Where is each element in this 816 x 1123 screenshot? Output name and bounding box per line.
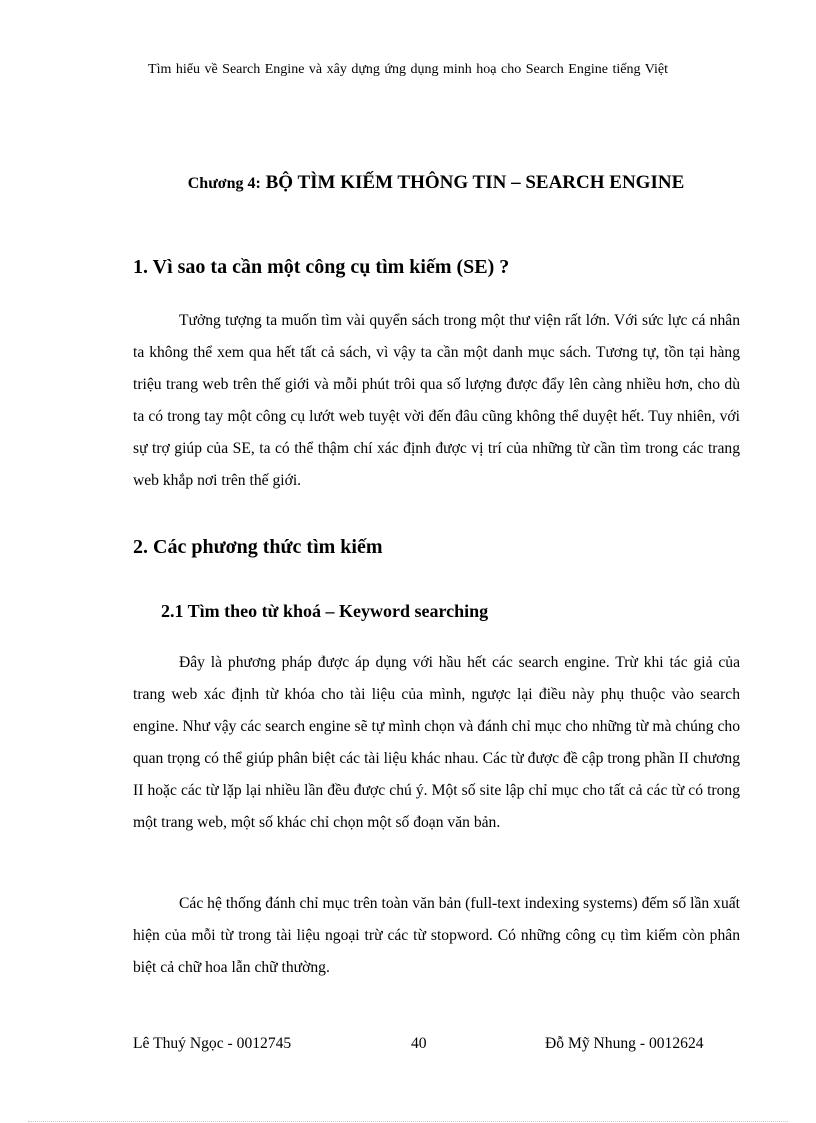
chapter-title: [0, 172, 816, 194]
page-bottom-divider: [28, 1121, 788, 1122]
footer-author-right: Đỗ Mỹ Nhung - 0012624: [545, 1035, 704, 1052]
chapter-name: BỘ TÌM KIẾM THÔNG TIN – SEARCH ENGINE: [265, 172, 685, 193]
section-2-heading: 2. Các phương thức tìm kiếm: [133, 536, 383, 558]
subsection-2-1-heading: 2.1 Tìm theo từ khoá – Keyword searching: [161, 601, 489, 621]
footer-page-number: 40: [411, 1035, 427, 1052]
chapter-number: Chương 4:: [187, 175, 261, 192]
running-header: Tìm hiểu về Search Engine và xây dựng ứng dụng minh hoạ cho Search Engine tiếng Việt: [148, 62, 668, 77]
section-1-heading: 1. Vì sao ta cần một công cụ tìm kiếm (SE) ?: [133, 256, 510, 278]
footer-author-left: Lê Thuý Ngọc - 0012745: [133, 1035, 292, 1052]
section-2-1-paragraph-1: Đây là phương pháp được áp dụng với hầu hết các search engine. Trừ khi tác giả của trang web xác định từ khóa cho tài liệu của mình, ngược lại điều này phụ thuộc vào search engine. Như vậy các search engine sẽ tự mình chọn và đánh chỉ mục cho những từ mà chúng cho quan trọng có thể giúp phân biệt các tài liệu khác nhau. Các từ được đề cập trong phần II chương II hoặc các từ lặp lại nhiều lần đều được chú ý. Một số site lập chỉ mục cho tất cả các từ có trong một trang web, một số khác chỉ chọn một số đoạn văn bản.: [133, 654, 740, 831]
section-2-1-paragraph-2: Các hệ thống đánh chỉ mục trên toàn văn bản (full-text indexing systems) đếm số lần xuất hiện của mỗi từ trong tài liệu ngoại trừ các từ stopword. Có những công cụ tìm kiếm còn phân biệt cả chữ hoa lẫn chữ thường.: [133, 895, 740, 976]
section-1-paragraph: Tưởng tượng ta muốn tìm vài quyển sách trong một thư viện rất lớn. Với sức lực cá nhân ta không thể xem qua hết tất cả sách, vì vậy ta cần một danh mục sách. Tương tự, tồn tại hàng triệu trang web trên thế giới và mỗi phút trôi qua số lượng được đẩy lên càng nhiều hơn, cho dù ta có trong tay một công cụ lướt web tuyệt vời đến đâu cũng không thể duyệt hết. Tuy nhiên, với sự trợ giúp của SE, ta có thể thậm chí xác định được vị trí của những từ cần tìm trong các trang web khắp nơi trên thế giới.: [133, 312, 740, 489]
